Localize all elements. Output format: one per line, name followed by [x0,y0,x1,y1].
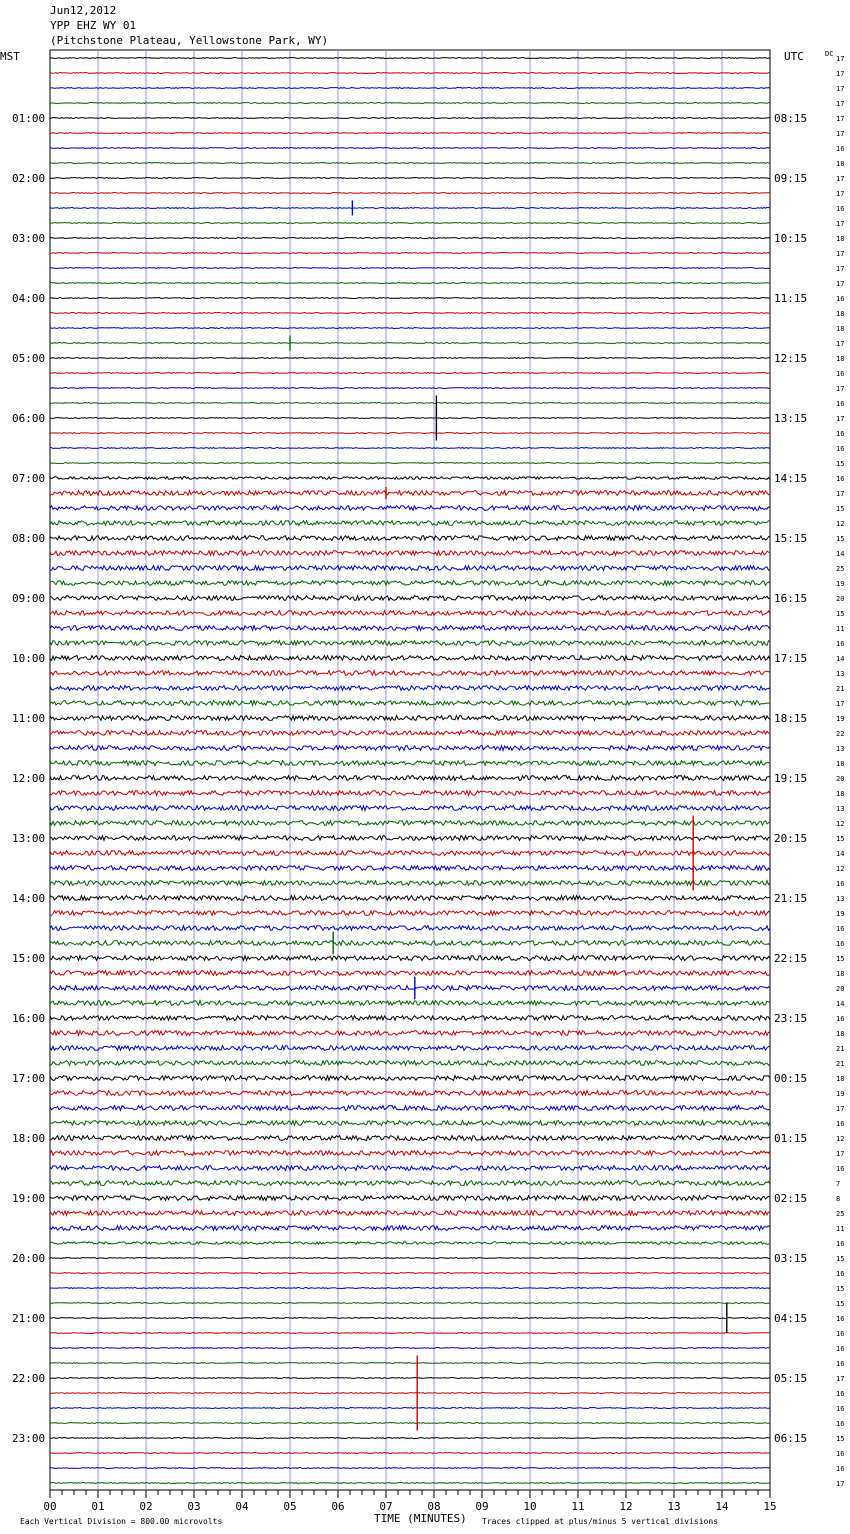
dc-offset-value: 13 [836,805,845,813]
trace-row [50,1453,770,1454]
dc-offset-value: 16 [836,925,845,933]
trace-row [50,208,770,209]
dc-offset-value: 16 [836,640,845,648]
hour-label-right: 20:15 [774,832,808,845]
dc-offset-value: 20 [836,985,845,993]
trace-row [50,761,770,766]
trace-row [50,1091,770,1096]
trace-row [50,1106,770,1111]
trace-row [50,1166,770,1171]
trace-row [50,626,770,631]
dc-offset-value: 16 [836,1270,845,1278]
hour-label-right: 22:15 [774,952,808,965]
trace-row [50,283,770,284]
dc-offset-value: 17 [836,70,845,78]
dc-offset-value: 17 [836,340,845,348]
x-tick-label: 10 [523,1500,537,1513]
trace-row [50,58,770,59]
hour-label-left: 06:00 [12,412,46,425]
dc-offset-value: 15 [836,955,845,963]
dc-offset-value: 17 [836,175,845,183]
right-timezone-label: UTC [784,50,804,63]
trace-row [50,1226,770,1231]
trace-row [50,433,770,434]
trace-row [50,1348,770,1349]
trace-row [50,448,770,449]
dc-offset-value: 16 [836,1165,845,1173]
trace-row [50,148,770,149]
dc-offset-value: 16 [836,1465,845,1473]
trace-row [50,956,770,961]
trace-row [50,163,770,164]
trace-row [50,1378,770,1379]
trace-row [50,313,770,314]
trace-row [50,343,770,344]
hour-label-left: 22:00 [12,1372,46,1385]
hour-label-left: 14:00 [12,892,46,905]
dc-offset-value: 15 [836,1300,845,1308]
trace-row [50,611,770,616]
dc-offset-value: 14 [836,655,845,663]
dc-offset-value: 16 [836,145,845,153]
dc-offset-value: 15 [836,1255,845,1263]
dc-offset-value: 15 [836,505,845,513]
dc-offset-value: 16 [836,205,845,213]
hour-label-left: 05:00 [12,352,46,365]
dc-offset-value: 19 [836,580,845,588]
trace-row [50,73,770,74]
trace-row [50,926,770,931]
trace-row [50,986,770,991]
trace-row [50,506,770,511]
dc-offset-value: 8 [836,1195,841,1203]
trace-row [50,223,770,224]
trace-row [50,1061,770,1066]
trace-row [50,1438,770,1439]
trace-row [50,1196,770,1201]
trace-row [50,358,770,359]
dc-offset-value: 21 [836,1045,845,1053]
dc-offset-value: 17 [836,1105,845,1113]
hour-label-left: 12:00 [12,772,46,785]
dc-offset-value: 12 [836,865,845,873]
dc-offset-value: 17 [836,265,845,273]
hour-label-right: 14:15 [774,472,808,485]
trace-row [50,656,770,661]
trace-row [50,1136,770,1141]
trace-row [50,1016,770,1021]
dc-offset-value: 16 [836,430,845,438]
trace-row [50,1483,770,1484]
x-tick-label: 13 [667,1500,681,1513]
dc-offset-value: 11 [836,625,845,633]
dc-offset-value: 18 [836,310,845,318]
dc-offset-value: 17 [836,220,845,228]
dc-offset-value: 19 [836,715,845,723]
trace-row [50,463,770,464]
trace-row [50,1318,770,1319]
hour-label-left: 04:00 [12,292,46,305]
dc-offset-value: 15 [836,460,845,468]
dc-offset-value: 18 [836,355,845,363]
hour-label-right: 11:15 [774,292,808,305]
dc-label: DC [825,50,834,58]
dc-offset-value: 16 [836,1345,845,1353]
trace-row [50,716,770,721]
x-tick-label: 09 [475,1500,489,1513]
trace-row [50,641,770,646]
dc-offset-value: 16 [836,1240,845,1248]
trace-row [50,896,770,901]
dc-offset-value: 15 [836,1435,845,1443]
dc-offset-value: 18 [836,790,845,798]
trace-row [50,581,770,586]
x-tick-label: 07 [379,1500,393,1513]
hour-label-left: 19:00 [12,1192,46,1205]
x-tick-label: 12 [619,1500,633,1513]
trace-row [50,118,770,119]
dc-offset-value: 13 [836,745,845,753]
trace-row [50,1001,770,1006]
dc-offset-value: 14 [836,1000,845,1008]
dc-offset-value: 16 [836,1450,845,1458]
trace-row [50,1288,770,1289]
dc-offset-value: 17 [836,1480,845,1488]
hour-label-right: 05:15 [774,1372,808,1385]
dc-offset-value: 18 [836,160,845,168]
trace-row [50,806,770,811]
trace-row [50,881,770,886]
hour-label-left: 23:00 [12,1432,46,1445]
trace-row [50,491,770,496]
hour-label-left: 03:00 [12,232,46,245]
trace-row [50,373,770,374]
trace-row [50,1258,770,1259]
x-tick-label: 02 [139,1500,153,1513]
dc-offset-value: 16 [836,1405,845,1413]
hour-label-left: 02:00 [12,172,46,185]
hour-label-left: 13:00 [12,832,46,845]
trace-row [50,671,770,676]
trace-row [50,388,770,389]
dc-offset-value: 21 [836,685,845,693]
dc-offset-value: 16 [836,1330,845,1338]
trace-row [50,1363,770,1364]
hour-label-left: 21:00 [12,1312,46,1325]
dc-offset-value: 16 [836,1360,845,1368]
header-location: (Pitchstone Plateau, Yellowstone Park, WY) [50,34,329,47]
dc-offset-value: 16 [836,370,845,378]
dc-offset-value: 17 [836,415,845,423]
trace-row [50,1076,770,1081]
hour-label-left: 07:00 [12,472,46,485]
trace-row [50,851,770,856]
x-tick-label: 01 [91,1500,105,1513]
x-tick-label: 11 [571,1500,585,1513]
dc-offset-value: 15 [836,535,845,543]
x-tick-label: 15 [763,1500,777,1513]
dc-offset-value: 16 [836,880,845,888]
trace-row [50,521,770,526]
dc-offset-value: 11 [836,1225,845,1233]
dc-offset-value: 25 [836,565,845,573]
left-timezone-label: MST [0,50,20,63]
x-tick-label: 06 [331,1500,345,1513]
dc-offset-value: 16 [836,1390,845,1398]
dc-offset-value: 18 [836,1075,845,1083]
trace-row [50,971,770,976]
scale-note: Each Vertical Division = 800.00 microvolts [20,1517,223,1526]
dc-offset-value: 19 [836,910,845,918]
trace-row [50,746,770,751]
trace-row [50,866,770,871]
seismic-traces [50,58,770,1484]
dc-offset-value: 17 [836,1150,845,1158]
dc-offset-value: 14 [836,850,845,858]
trace-row [50,701,770,706]
trace-row [50,1423,770,1424]
dc-offset-value: 20 [836,775,845,783]
hour-label-right: 21:15 [774,892,808,905]
trace-row [50,776,770,781]
x-tick-label: 14 [715,1500,729,1513]
trace-row [50,836,770,841]
hour-label-right: 18:15 [774,712,808,725]
trace-row [50,1151,770,1156]
trace-row [50,1121,770,1126]
dc-offset-value: 16 [836,940,845,948]
hour-label-right: 04:15 [774,1312,808,1325]
dc-offset-value: 17 [836,700,845,708]
trace-row [50,1242,770,1245]
dc-offset-value: 14 [836,550,845,558]
dc-offset-value: 17 [836,130,845,138]
trace-row [50,941,770,946]
dc-offset-value: 17 [836,385,845,393]
x-tick-label: 08 [427,1500,441,1513]
hour-label-left: 18:00 [12,1132,46,1145]
trace-row [50,103,770,104]
trace-row [50,418,770,419]
dc-offset-value: 13 [836,670,845,678]
dc-offset-value: 16 [836,1120,845,1128]
dc-offset-value: 12 [836,520,845,528]
hour-label-right: 13:15 [774,412,808,425]
dc-offset-value: 19 [836,1090,845,1098]
dc-offset-value: 18 [836,760,845,768]
hour-label-left: 01:00 [12,112,46,125]
dc-offset-value: 16 [836,1315,845,1323]
dc-offset-value: 21 [836,1060,845,1068]
trace-row [50,268,770,269]
plot-frame [50,50,770,1490]
trace-row [50,133,770,134]
header-station: YPP EHZ WY 01 [50,19,137,32]
dc-offset-value: 16 [836,295,845,303]
plot-grid [50,50,770,1490]
hour-label-right: 17:15 [774,652,808,665]
dc-offset-value: 18 [836,970,845,978]
trace-row [50,536,770,541]
dc-offset-value: 22 [836,730,845,738]
hour-label-left: 11:00 [12,712,46,725]
hour-label-right: 10:15 [774,232,808,245]
trace-row [50,1333,770,1334]
dc-offset-value: 16 [836,445,845,453]
hour-label-right: 06:15 [774,1432,808,1445]
trace-row [50,178,770,179]
dc-offset-value: 12 [836,820,845,828]
dc-offset-value: 15 [836,835,845,843]
hour-label-right: 03:15 [774,1252,808,1265]
trace-row [50,1211,770,1216]
hour-label-right: 16:15 [774,592,808,605]
hour-label-left: 20:00 [12,1252,46,1265]
dc-offset-value: 17 [836,250,845,258]
x-tick-label: 00 [43,1500,57,1513]
dc-offset-value: 13 [836,895,845,903]
dc-offset-value: 18 [836,235,845,243]
trace-row [50,1393,770,1394]
dc-offset-value: 15 [836,1285,845,1293]
dc-offset-value: 7 [836,1180,841,1188]
x-axis-title: TIME (MINUTES) [374,1512,467,1525]
dc-offset-value: 25 [836,1210,845,1218]
hour-label-right: 19:15 [774,772,808,785]
hour-label-right: 09:15 [774,172,808,185]
dc-offset-value: 17 [836,1375,845,1383]
hour-label-right: 15:15 [774,532,808,545]
hour-label-right: 08:15 [774,112,808,125]
trace-row [50,1181,770,1186]
dc-offset-value: 17 [836,190,845,198]
hour-label-left: 15:00 [12,952,46,965]
trace-row [50,88,770,89]
dc-offset-value: 16 [836,475,845,483]
dc-offset-value: 17 [836,280,845,288]
dc-offset-value: 17 [836,115,845,123]
trace-row [50,1303,770,1304]
trace-row [50,1031,770,1036]
trace-row [50,1408,770,1409]
trace-row [50,1468,770,1469]
dc-offset-value: 16 [836,1015,845,1023]
plot-labels [12,55,844,1513]
hour-label-left: 09:00 [12,592,46,605]
trace-row [50,821,770,826]
dc-offset-value: 18 [836,1030,845,1038]
dc-offset-value: 17 [836,100,845,108]
dc-offset-value: 16 [836,1420,845,1428]
trace-row [50,253,770,254]
dc-offset-value: 17 [836,490,845,498]
dc-offset-value: 20 [836,595,845,603]
clip-note: Traces clipped at plus/minus 5 vertical divisions [482,1517,719,1526]
hour-label-right: 23:15 [774,1012,808,1025]
x-tick-label: 05 [283,1500,297,1513]
hour-label-left: 16:00 [12,1012,46,1025]
hour-label-left: 08:00 [12,532,46,545]
trace-row [50,298,770,299]
trace-row [50,596,770,601]
trace-row [50,403,770,404]
trace-row [50,1273,770,1274]
trace-row [50,791,770,796]
dc-offset-value: 18 [836,325,845,333]
trace-row [50,193,770,194]
dc-offset-value: 17 [836,55,845,63]
hour-label-right: 01:15 [774,1132,808,1145]
dc-offset-value: 16 [836,400,845,408]
dc-offset-value: 12 [836,1135,845,1143]
hour-label-right: 12:15 [774,352,808,365]
trace-row [50,911,770,916]
hour-label-left: 10:00 [12,652,46,665]
trace-row [50,551,770,556]
trace-row [50,477,770,480]
trace-row [50,238,770,239]
x-tick-label: 04 [235,1500,249,1513]
hour-label-right: 00:15 [774,1072,808,1085]
trace-row [50,1046,770,1051]
trace-row [50,731,770,736]
x-tick-label: 03 [187,1500,201,1513]
trace-row [50,328,770,329]
dc-offset-value: 15 [836,610,845,618]
trace-row [50,686,770,691]
header-date: Jun12,2012 [50,4,117,17]
hour-label-right: 02:15 [774,1192,808,1205]
dc-offset-value: 17 [836,85,845,93]
trace-row [50,566,770,571]
hour-label-left: 17:00 [12,1072,46,1085]
